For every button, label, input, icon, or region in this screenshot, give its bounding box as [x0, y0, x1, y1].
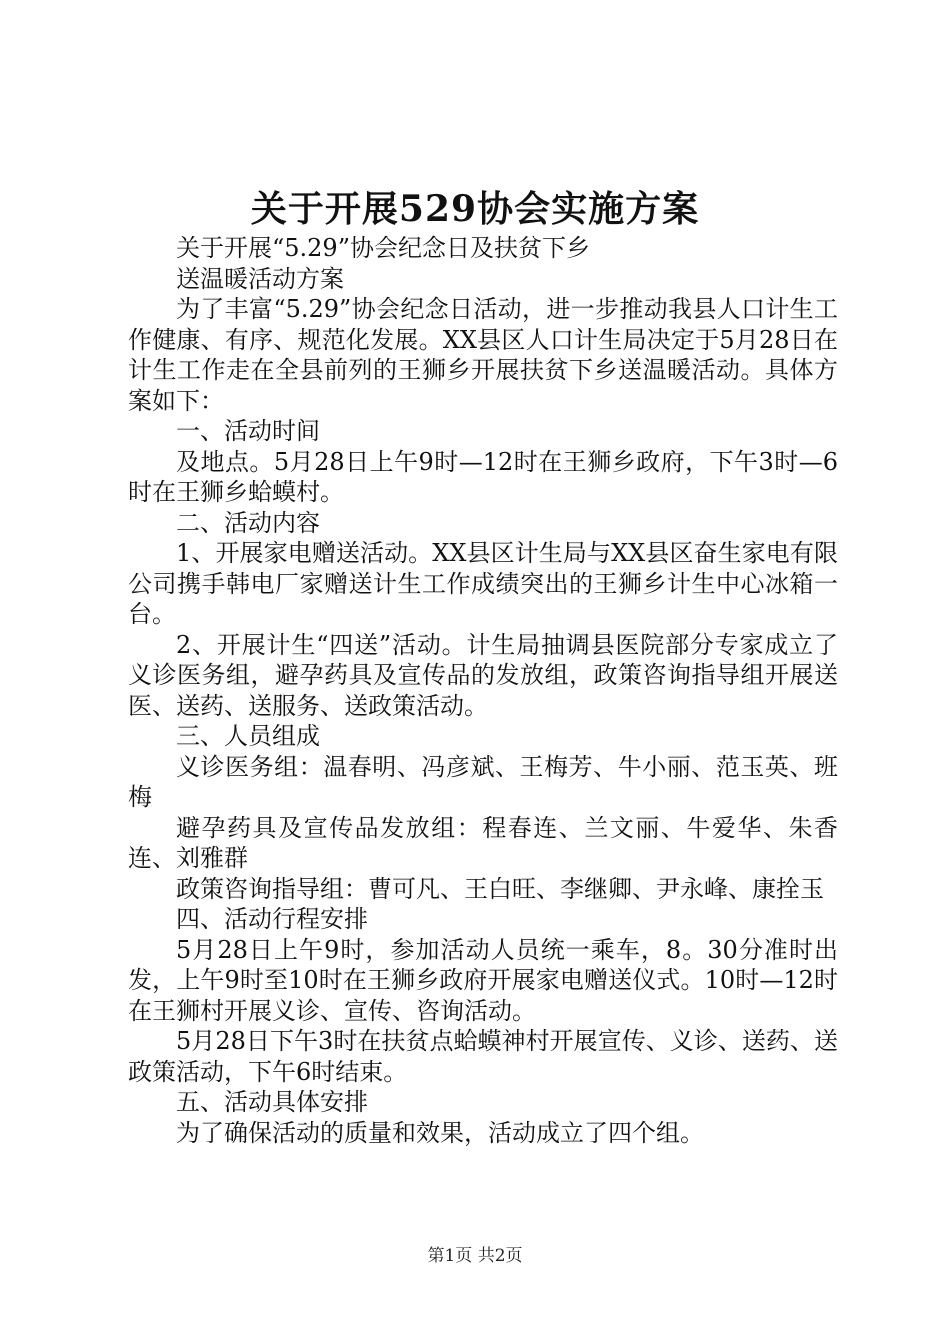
section-heading-content: 二、活动内容	[176, 508, 320, 537]
paragraph-time-place: 及地点。5月28日上午9时—12时在王狮乡政府，下午3时—6时在王狮乡蛤蟆村。	[128, 447, 838, 506]
paragraph-content-1: 1、开展家电赠送活动。XX县区计生局与XX县区奋生家电有限公司携手韩电厂家赠送计生工作成绩突出的王狮乡计生中心冰箱一台。	[128, 539, 838, 628]
section-heading-time: 一、活动时间	[176, 417, 320, 445]
paragraph-heading-line-2: 送温暖活动方案	[176, 264, 344, 293]
paragraph-content-2: 2、开展计生“四送”活动。计生局抽调县医院部分专家成立了义诊医务组，避孕药具及宣传品的发放组，政策咨询指导组开展送医、送药、送服务、送政策活动。	[128, 630, 838, 720]
paragraph-schedule-morning: 5月28日上午9时，参加活动人员统一乘车，8。30分准时出发，上午9时至10时在王狮乡政府开展家电赠送仪式。10时—12时在王狮村开展义诊、宣传、咨询活动。	[128, 935, 838, 1025]
paragraph-heading-line-1: 关于开展“5.29”协会纪念日及扶贫下乡	[176, 234, 590, 262]
paragraph-schedule-afternoon: 5月28日下午3时在扶贫点蛤蟆神村开展宣传、义诊、送药、送政策活动，下午6时结束。	[128, 1027, 838, 1086]
paragraph-policy-group: 政策咨询指导组：曹可凡、王白旺、李继卿、尹永峰、康拴玉	[176, 874, 824, 903]
section-heading-schedule: 四、活动行程安排	[176, 905, 368, 933]
section-heading-arrangement: 五、活动具体安排	[176, 1088, 368, 1116]
paragraph-intro: 为了丰富“5.29”协会纪念日活动，进一步推动我县人口计生工作健康、有序、规范化发展。XX县区人口计生局决定于5月28日在计生工作走在全县前列的王狮乡开展扶贫下乡送温暖活动。具体方案如下：	[128, 295, 838, 415]
paragraph-medical-group: 义诊医务组：温春明、冯彦斌、王梅芳、牛小丽、范玉英、班梅	[128, 752, 838, 811]
page-footer: 第1页 共2页	[427, 1246, 523, 1266]
paragraph-arrangement: 为了确保活动的质量和效果，活动成立了四个组。	[176, 1118, 704, 1147]
document-body	[128, 233, 838, 1148]
document-title: 关于开展529协会实施方案	[250, 188, 700, 230]
section-heading-personnel: 三、人员组成	[176, 722, 320, 750]
paragraph-contraceptive-group: 避孕药具及宣传品发放组：程春连、兰文丽、牛爱华、朱香连、刘雅群	[128, 813, 838, 872]
